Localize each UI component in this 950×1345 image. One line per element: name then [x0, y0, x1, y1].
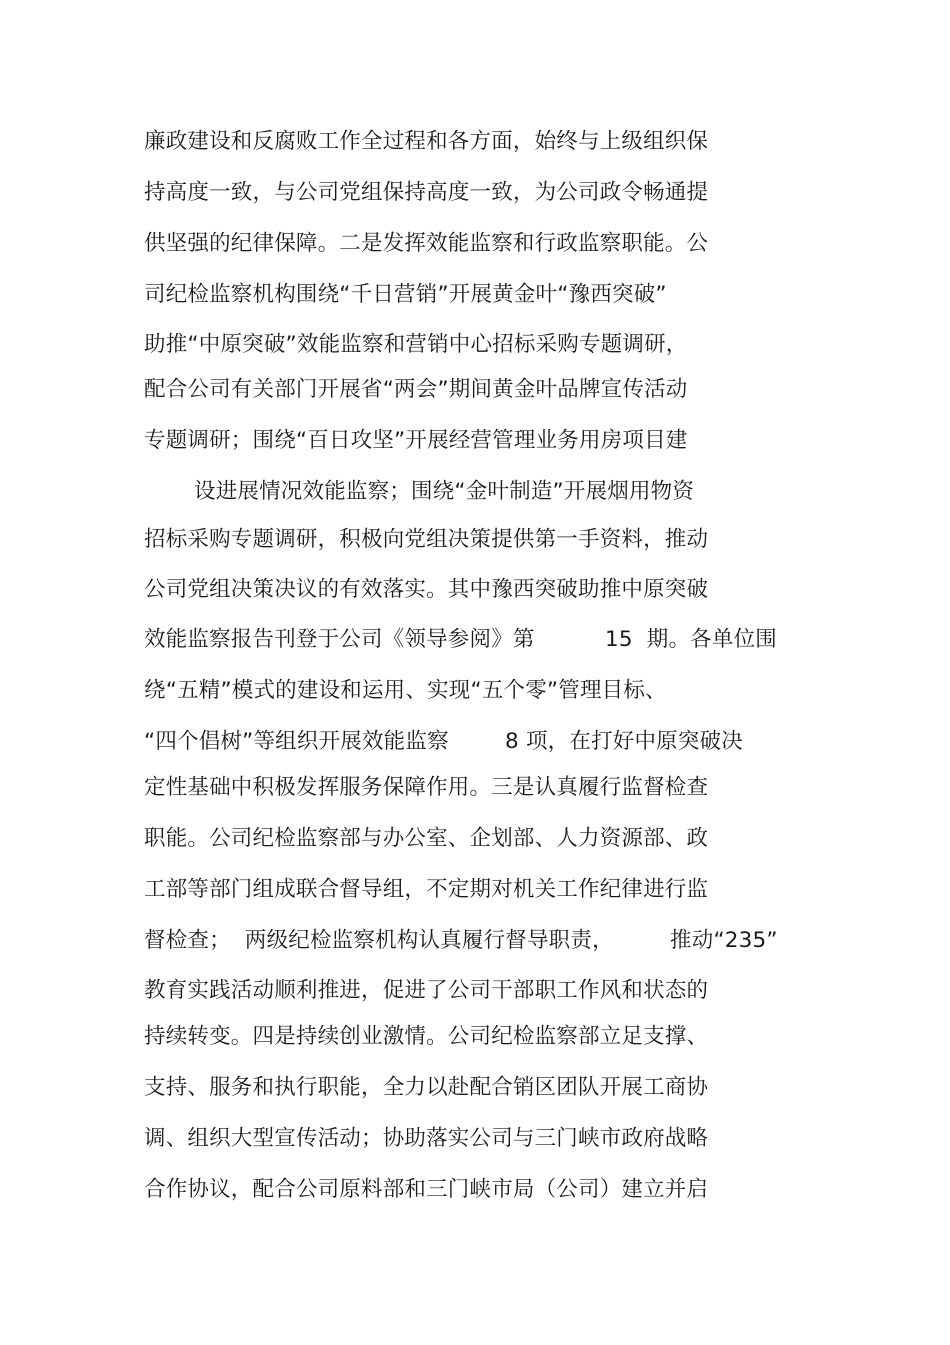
- text-line-21: 调、组织大型宣传活动；协助落实公司与三门峡市政府战略: [144, 1126, 709, 1151]
- text-line-11: 效能监察报告刊登于公司《领导参阅》第 15 期。各单位围: [144, 627, 777, 652]
- text-line-5: 助推“中原突破”效能监察和营销中心招标采购专题调研，: [144, 332, 688, 357]
- text-line-13: “四个倡树”等组织开展效能监察 8 项，在打好中原突破决: [144, 729, 743, 754]
- text-line-1: 廉政建设和反腐败工作全过程和各方面，始终与上级组织保: [144, 129, 709, 154]
- text-line-3: 供坚强的纪律保障。二是发挥效能监察和行政监察职能。公: [144, 231, 709, 256]
- text-line-20: 支持、服务和执行职能，全力以赴配合销区团队开展工商协: [144, 1075, 709, 1100]
- text-line-18: 教育实践活动顺利推进，促进了公司干部职工作风和状态的: [144, 978, 709, 1003]
- text-line-7: 专题调研；围绕“百日攻坚”开展经营管理业务用房项目建: [144, 428, 688, 453]
- text-line-15: 职能。公司纪检监察部与办公室、企划部、人力资源部、政: [144, 826, 709, 851]
- text-line-19: 持续转变。四是持续创业激情。公司纪检监察部立足支撑、: [144, 1024, 709, 1049]
- text-line-22: 合作协议，配合公司原料部和三门峡市局（公司）建立并启: [144, 1177, 709, 1202]
- text-line-6: 配合公司有关部门开展省“两会”期间黄金叶品牌宣传活动: [144, 377, 688, 402]
- text-line-14: 定性基础中积极发挥服务保障作用。三是认真履行监督检查: [144, 775, 709, 800]
- text-line-17: 督检查； 两级纪检监察机构认真履行督导职责， 推动“235”: [144, 928, 778, 953]
- text-line-9: 招标采购专题调研，积极向党组决策提供第一手资料，推动: [144, 527, 709, 552]
- text-line-10: 公司党组决策决议的有效落实。其中豫西突破助推中原突破: [144, 577, 709, 602]
- text-line-16: 工部等部门组成联合督导组，不定期对机关工作纪律进行监: [144, 877, 709, 902]
- text-line-8: 设进展情况效能监察；围绕“金叶制造”开展烟用物资: [194, 479, 695, 504]
- text-line-4: 司纪检监察机构围绕“千日营销”开展黄金叶“豫西突破”: [144, 282, 667, 307]
- text-line-2: 持高度一致，与公司党组保持高度一致，为公司政令畅通提: [144, 180, 709, 205]
- text-line-12: 绕“五精”模式的建设和运用、实现“五个零”管理目标、: [144, 678, 667, 703]
